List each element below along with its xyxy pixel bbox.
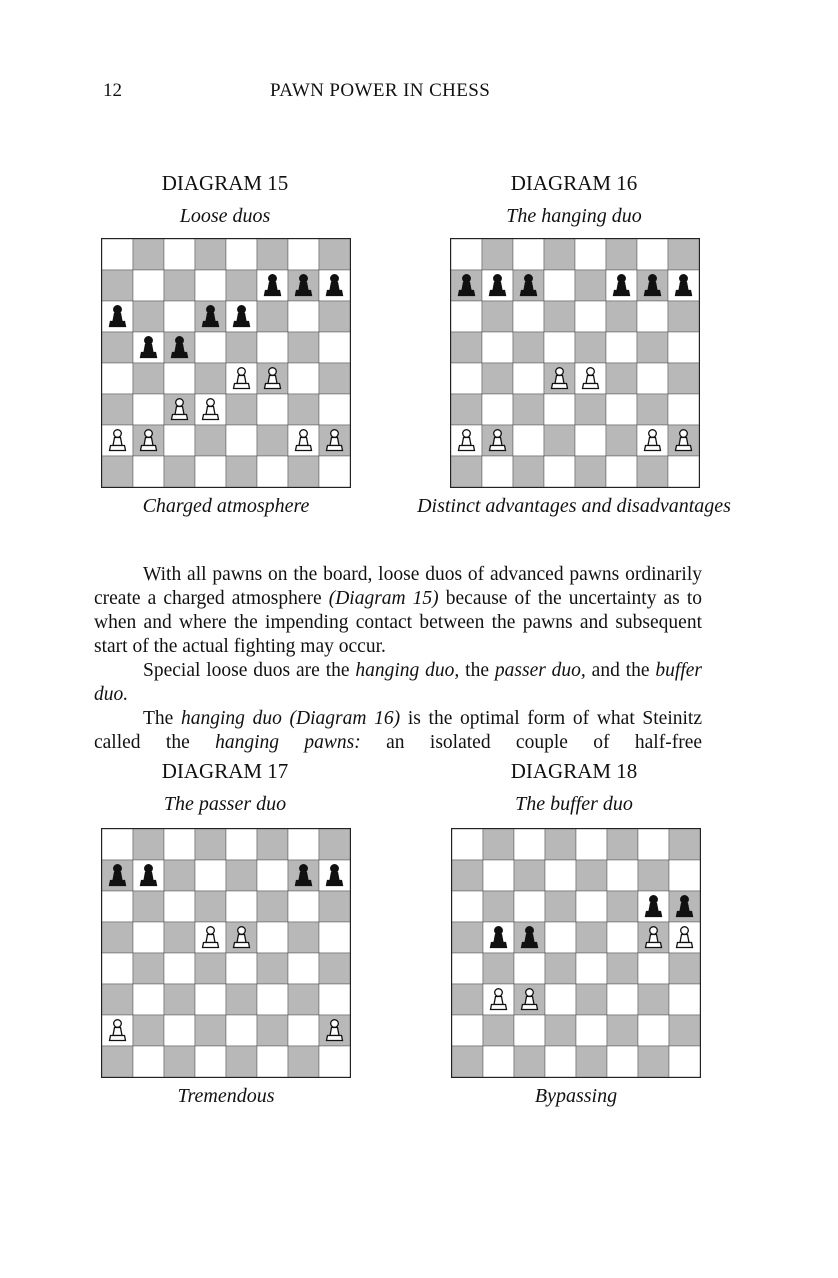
board-square — [195, 456, 226, 487]
board-square — [133, 239, 164, 270]
board-square — [482, 456, 513, 487]
page-header — [0, 80, 838, 106]
board-square — [669, 984, 700, 1015]
board-square — [319, 829, 350, 860]
chess-board-17 — [101, 828, 351, 1078]
board-square — [575, 425, 606, 456]
chess-board-16 — [450, 238, 700, 488]
paragraph-3: The hanging duo (Diagram 16) is the optimal form of what Steinitz called the hanging pawns: an isolated couple of half-free — [94, 708, 703, 753]
board-square — [226, 239, 257, 270]
board-square — [195, 239, 226, 270]
board-square — [452, 829, 483, 860]
board-square — [514, 829, 545, 860]
board-square — [102, 332, 133, 363]
board-square — [451, 301, 482, 332]
board-square — [606, 301, 637, 332]
board-square — [288, 891, 319, 922]
board-square — [164, 425, 195, 456]
board-square — [637, 456, 668, 487]
board-square — [451, 239, 482, 270]
board-square — [576, 953, 607, 984]
board-square — [133, 829, 164, 860]
board-square — [102, 891, 133, 922]
board-square — [483, 860, 514, 891]
board-square — [451, 363, 482, 394]
board-square — [544, 332, 575, 363]
diagram-subtitle: The buffer duo — [515, 793, 633, 815]
board-square — [514, 1015, 545, 1046]
board-square — [288, 394, 319, 425]
board-square — [606, 239, 637, 270]
board-square — [482, 301, 513, 332]
board-square — [575, 239, 606, 270]
board-square — [575, 270, 606, 301]
board-square — [638, 984, 669, 1015]
board-square — [195, 891, 226, 922]
board-square — [257, 425, 288, 456]
board-square — [257, 953, 288, 984]
board-square — [576, 1046, 607, 1077]
board-square — [545, 1046, 576, 1077]
board-square — [513, 425, 544, 456]
paragraph-2: Special loose duos are the hanging duo, the passer duo, and the buffer duo. — [94, 660, 703, 705]
board-square — [576, 922, 607, 953]
board-square — [575, 394, 606, 425]
board-square — [257, 1046, 288, 1077]
board-square — [545, 922, 576, 953]
board-square — [451, 332, 482, 363]
board-square — [102, 239, 133, 270]
board-square — [575, 332, 606, 363]
board-square — [133, 270, 164, 301]
board-square — [483, 1046, 514, 1077]
board-square — [257, 301, 288, 332]
board-square — [319, 984, 350, 1015]
board-square — [133, 301, 164, 332]
board-square — [195, 270, 226, 301]
board-square — [102, 363, 133, 394]
board-square — [452, 1015, 483, 1046]
board-square — [133, 984, 164, 1015]
board-square — [545, 829, 576, 860]
board-square — [607, 829, 638, 860]
board-square — [319, 1046, 350, 1077]
board-square — [257, 332, 288, 363]
board-square — [195, 829, 226, 860]
board-square — [607, 1015, 638, 1046]
board-square — [668, 239, 699, 270]
board-square — [133, 394, 164, 425]
board-square — [575, 456, 606, 487]
board-square — [576, 829, 607, 860]
board-square — [288, 922, 319, 953]
board-square — [226, 270, 257, 301]
board-square — [195, 363, 226, 394]
board-square — [102, 456, 133, 487]
board-square — [544, 425, 575, 456]
board-square — [545, 1015, 576, 1046]
board-square — [319, 456, 350, 487]
board-square — [638, 1015, 669, 1046]
board-square — [319, 239, 350, 270]
board-square — [133, 1046, 164, 1077]
board-square — [544, 394, 575, 425]
board-square — [513, 363, 544, 394]
board-square — [607, 1046, 638, 1077]
board-square — [257, 829, 288, 860]
board-square — [102, 984, 133, 1015]
board-square — [288, 829, 319, 860]
board-square — [514, 860, 545, 891]
board-square — [452, 953, 483, 984]
board-square — [195, 332, 226, 363]
board-square — [257, 891, 288, 922]
board-square — [102, 270, 133, 301]
diagram-caption: Distinct advantages and disadvantages — [417, 495, 731, 517]
chess-board-18 — [451, 828, 701, 1078]
board-square — [607, 922, 638, 953]
diagram-17-heading — [100, 758, 350, 817]
board-square — [482, 332, 513, 363]
board-square — [669, 953, 700, 984]
board-square — [226, 425, 257, 456]
board-square — [288, 301, 319, 332]
board-square — [319, 891, 350, 922]
board-square — [638, 1046, 669, 1077]
board-square — [668, 301, 699, 332]
board-square — [607, 984, 638, 1015]
diagram-subtitle: The passer duo — [163, 793, 287, 815]
diagram-title: DIAGRAM 17 — [161, 759, 289, 783]
board-square — [288, 456, 319, 487]
paragraph-1: With all pawns on the board, loose duos of advanced pawns ordinarily create a charged atmosphere (Diagram 15) because of the uncertainty as to when and where the impending contact between the pawns and subsequent start of the actual fighting may occur. — [94, 564, 702, 657]
board-square — [607, 953, 638, 984]
board-square — [164, 922, 195, 953]
board-square — [606, 394, 637, 425]
board-square — [102, 1046, 133, 1077]
board-square — [638, 829, 669, 860]
board-square — [257, 860, 288, 891]
board-square — [133, 456, 164, 487]
board-square — [513, 239, 544, 270]
board-square — [257, 456, 288, 487]
board-square — [164, 891, 195, 922]
board-square — [669, 1015, 700, 1046]
board-square — [226, 953, 257, 984]
board-square — [226, 332, 257, 363]
board-square — [226, 456, 257, 487]
board-square — [133, 1015, 164, 1046]
board-square — [102, 953, 133, 984]
board-square — [483, 953, 514, 984]
board-square — [451, 456, 482, 487]
board-square — [545, 953, 576, 984]
board-square — [451, 394, 482, 425]
board-square — [669, 860, 700, 891]
board-square — [257, 922, 288, 953]
running-title: PAWN POWER IN CHESS — [270, 80, 491, 101]
board-square — [669, 1046, 700, 1077]
diagram-title: DIAGRAM 16 — [510, 171, 638, 195]
board-square — [195, 425, 226, 456]
board-square — [575, 301, 606, 332]
board-square — [668, 363, 699, 394]
board-square — [164, 1015, 195, 1046]
board-square — [133, 922, 164, 953]
board-square — [482, 363, 513, 394]
board-square — [164, 456, 195, 487]
board-square — [637, 239, 668, 270]
diagram-15-heading — [100, 170, 350, 229]
board-square — [164, 829, 195, 860]
board-square — [257, 239, 288, 270]
board-square — [102, 394, 133, 425]
board-square — [513, 394, 544, 425]
board-square — [513, 332, 544, 363]
board-square — [288, 363, 319, 394]
board-square — [606, 456, 637, 487]
board-square — [576, 860, 607, 891]
board-square — [576, 1015, 607, 1046]
board-square — [637, 301, 668, 332]
board-square — [452, 1046, 483, 1077]
board-square — [164, 984, 195, 1015]
board-square — [133, 363, 164, 394]
board-square — [288, 239, 319, 270]
board-square — [668, 332, 699, 363]
board-square — [133, 953, 164, 984]
board-grid — [452, 829, 700, 1077]
board-square — [669, 829, 700, 860]
board-square — [607, 891, 638, 922]
board-square — [195, 860, 226, 891]
board-square — [513, 456, 544, 487]
board-square — [482, 394, 513, 425]
board-square — [607, 860, 638, 891]
board-square — [319, 332, 350, 363]
board-square — [544, 456, 575, 487]
board-square — [319, 301, 350, 332]
diagram-caption: Tremendous — [177, 1085, 275, 1107]
board-square — [606, 425, 637, 456]
board-square — [483, 1015, 514, 1046]
board-square — [638, 953, 669, 984]
board-square — [576, 891, 607, 922]
page-number: 12 — [103, 80, 122, 101]
board-square — [164, 860, 195, 891]
board-square — [226, 829, 257, 860]
board-square — [195, 1046, 226, 1077]
board-square — [668, 394, 699, 425]
board-square — [483, 891, 514, 922]
board-square — [226, 860, 257, 891]
board-square — [226, 394, 257, 425]
board-square — [226, 1046, 257, 1077]
board-square — [319, 394, 350, 425]
body-text — [94, 563, 702, 755]
board-square — [514, 953, 545, 984]
board-square — [637, 394, 668, 425]
board-square — [514, 1046, 545, 1077]
board-square — [637, 332, 668, 363]
board-square — [195, 984, 226, 1015]
board-square — [164, 301, 195, 332]
board-square — [483, 829, 514, 860]
board-square — [195, 953, 226, 984]
board-square — [606, 332, 637, 363]
board-square — [257, 1015, 288, 1046]
board-square — [544, 270, 575, 301]
board-square — [319, 953, 350, 984]
board-square — [606, 363, 637, 394]
board-square — [164, 270, 195, 301]
chess-board-15 — [101, 238, 351, 488]
board-square — [164, 239, 195, 270]
board-square — [288, 984, 319, 1015]
board-square — [545, 860, 576, 891]
board-square — [452, 922, 483, 953]
board-square — [638, 860, 669, 891]
diagram-title: DIAGRAM 15 — [161, 171, 289, 195]
board-square — [164, 953, 195, 984]
board-square — [257, 984, 288, 1015]
diagram-caption: Bypassing — [534, 1085, 618, 1107]
board-square — [164, 1046, 195, 1077]
board-square — [226, 1015, 257, 1046]
diagram-18-heading — [449, 758, 699, 817]
board-square — [513, 301, 544, 332]
board-square — [452, 860, 483, 891]
diagram-caption: Charged atmosphere — [142, 495, 310, 517]
board-square — [102, 922, 133, 953]
board-square — [576, 984, 607, 1015]
board-square — [133, 891, 164, 922]
board-square — [226, 891, 257, 922]
board-square — [452, 984, 483, 1015]
board-square — [195, 1015, 226, 1046]
board-square — [544, 301, 575, 332]
board-square — [164, 363, 195, 394]
board-square — [319, 922, 350, 953]
board-square — [514, 891, 545, 922]
diagram-16-heading — [449, 170, 699, 229]
diagram-title: DIAGRAM 18 — [510, 759, 638, 783]
board-square — [319, 363, 350, 394]
board-square — [102, 829, 133, 860]
board-square — [637, 363, 668, 394]
board-grid — [451, 239, 699, 487]
board-square — [288, 332, 319, 363]
board-grid — [102, 829, 350, 1077]
board-square — [482, 239, 513, 270]
board-square — [288, 1046, 319, 1077]
board-square — [288, 953, 319, 984]
board-square — [544, 239, 575, 270]
board-square — [545, 891, 576, 922]
board-square — [452, 891, 483, 922]
board-square — [257, 394, 288, 425]
board-square — [226, 984, 257, 1015]
board-grid — [102, 239, 350, 487]
diagram-subtitle: Loose duos — [179, 205, 271, 227]
board-square — [545, 984, 576, 1015]
diagram-subtitle: The hanging duo — [506, 205, 642, 227]
board-square — [668, 456, 699, 487]
board-square — [288, 1015, 319, 1046]
